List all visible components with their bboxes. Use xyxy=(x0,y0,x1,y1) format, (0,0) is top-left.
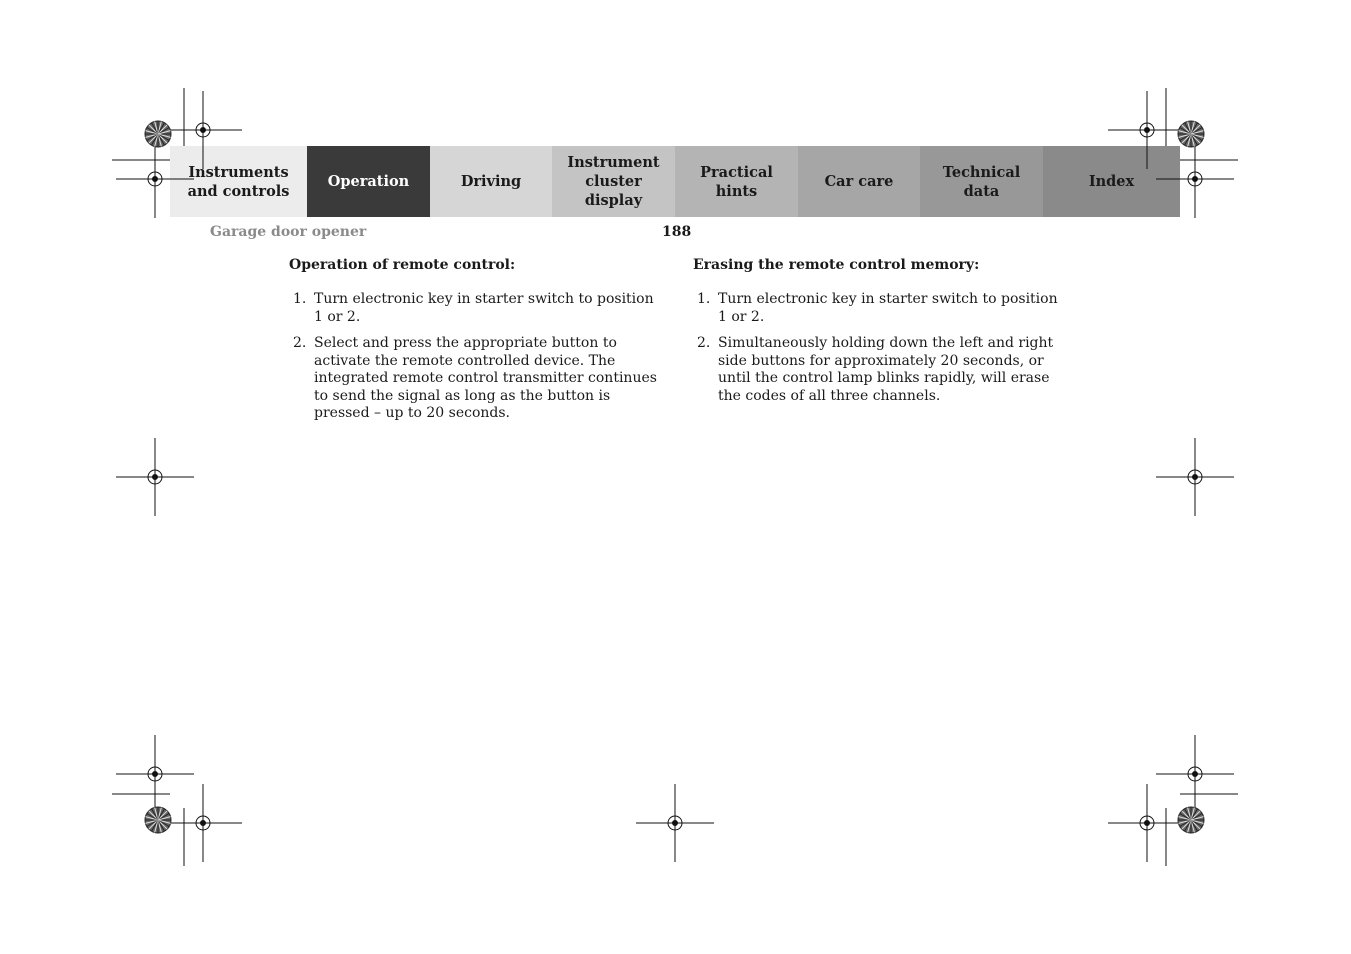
crosshair-mark xyxy=(116,140,194,218)
step-number: 1. xyxy=(293,291,307,307)
crosshair-mark xyxy=(1108,784,1186,862)
left-column-heading: Operation of remote control: xyxy=(289,257,516,273)
right-column-heading: Erasing the remote control memory: xyxy=(693,257,980,273)
crosshair-mark xyxy=(116,438,194,516)
tab-technical-data[interactable]: Technical data xyxy=(920,146,1043,217)
crosshair-mark xyxy=(1156,438,1234,516)
crosshair-mark xyxy=(1156,735,1234,813)
step-number: 2. xyxy=(697,335,711,351)
starburst-mark xyxy=(1178,807,1204,833)
tab-car-care[interactable]: Car care xyxy=(798,146,920,217)
step-number: 2. xyxy=(293,335,307,351)
crosshair-mark xyxy=(164,91,242,169)
tab-driving[interactable]: Driving xyxy=(430,146,552,217)
starburst-mark xyxy=(145,807,171,833)
tab-operation[interactable]: Operation xyxy=(307,146,430,217)
tab-instruments-and-controls[interactable]: Instruments and controls xyxy=(170,146,307,217)
starburst-mark xyxy=(1178,121,1204,147)
step-text: Simultaneously holding down the left and right side buttons for approximately 20 seconds, or until the control lamp blinks rapidly, will erase the codes of all three channels. xyxy=(718,335,1054,404)
crosshair-mark xyxy=(164,784,242,862)
section-title: Garage door opener xyxy=(210,224,367,240)
step-text: Select and press the appropriate button to activate the remote controlled device. The integrated remote control transmitter continues to send the signal as long as the button is pressed – up to 20 seconds. xyxy=(314,335,657,421)
starburst-mark xyxy=(145,121,171,147)
tab-practical-hints[interactable]: Practical hints xyxy=(675,146,798,217)
crosshair-mark xyxy=(116,735,194,813)
crosshair-mark xyxy=(1108,91,1186,169)
tab-instrument-cluster-display[interactable]: Instrument cluster display xyxy=(552,146,675,217)
crosshair-mark xyxy=(636,784,714,862)
step-number: 1. xyxy=(697,291,711,307)
step-text: Turn electronic key in starter switch to position 1 or 2. xyxy=(718,291,1058,325)
tab-index[interactable]: Index xyxy=(1043,146,1180,217)
step-text: Turn electronic key in starter switch to position 1 or 2. xyxy=(314,291,654,325)
crosshair-mark xyxy=(1156,140,1234,218)
page-number: 188 xyxy=(662,224,692,240)
